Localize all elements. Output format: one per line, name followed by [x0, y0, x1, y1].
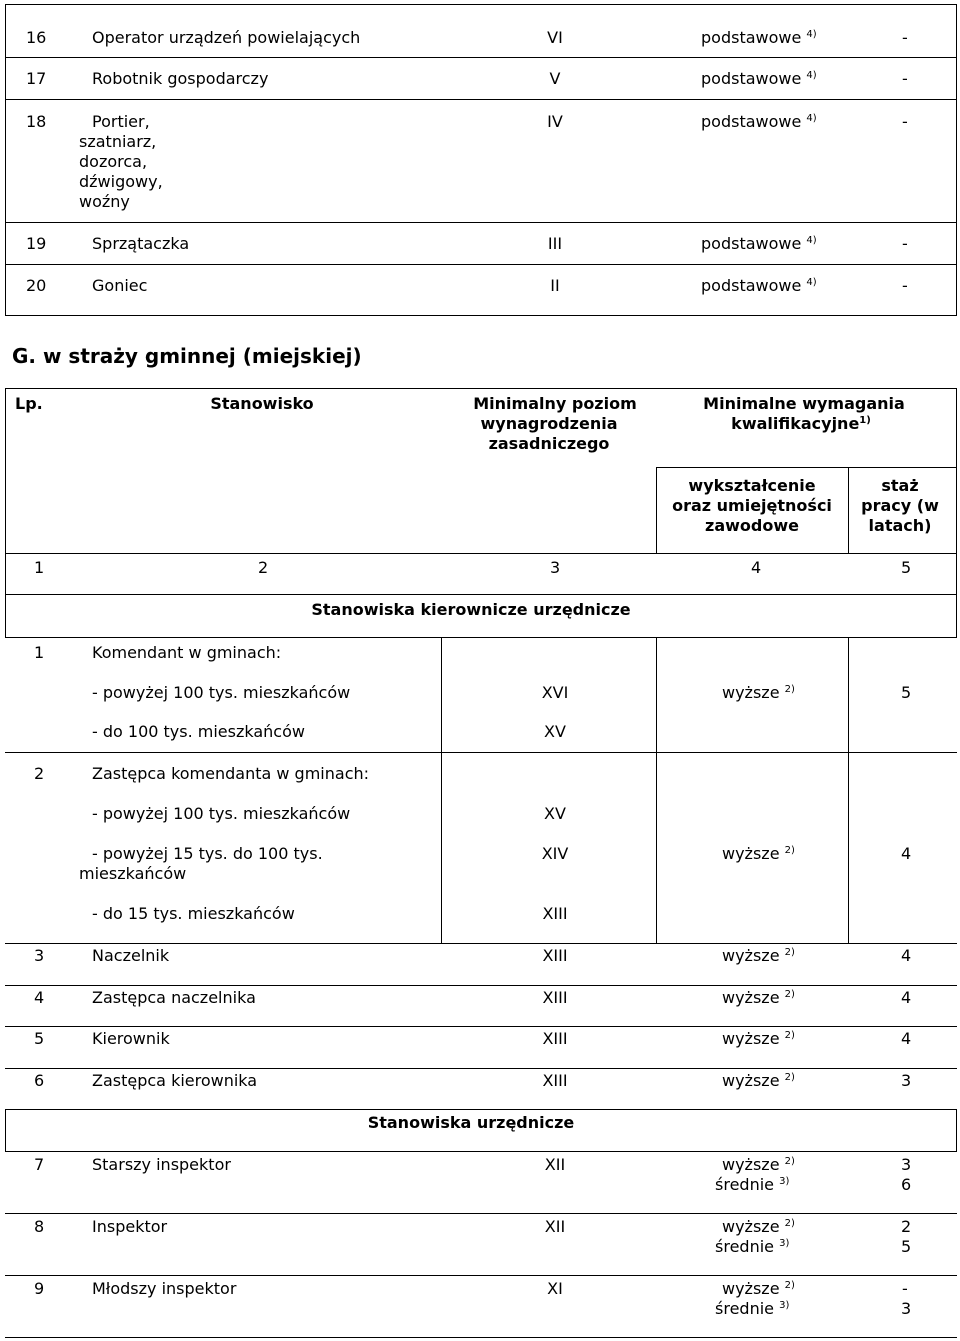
- table-cell-grade: XIII: [542, 988, 568, 1007]
- table-cell-staz: -: [902, 234, 908, 253]
- column-number: 2: [258, 558, 269, 577]
- table-cell-lp: 3: [34, 946, 45, 965]
- table-cell-name: Komendant w gminach:: [92, 643, 282, 662]
- table-cell-grade: VI: [547, 28, 563, 47]
- table2-border: [5, 594, 957, 595]
- header-wyksztalcenie: wykształcenie: [688, 476, 816, 495]
- table2-border: [5, 1109, 957, 1110]
- table-cell-name: Zastępca komendanta w gminach:: [92, 764, 370, 783]
- table2-border: [441, 752, 442, 944]
- table-cell-grade: XIV: [541, 844, 569, 863]
- column-number: 3: [550, 558, 561, 577]
- table-cell-edu: średnie $^{3)}$: [715, 1299, 790, 1318]
- table-cell-edu: podstawowe $^{4)}$: [701, 28, 817, 47]
- header-staz: staż: [881, 476, 919, 495]
- table2-border: [5, 1109, 6, 1152]
- table-cell-grade: XII: [544, 1217, 566, 1236]
- table2-border: [5, 594, 6, 638]
- table2-border: [5, 388, 6, 596]
- table-cell-name: dźwigowy,: [79, 172, 163, 191]
- table-cell-staz: -: [902, 28, 908, 47]
- header-min-poziom: wynagrodzenia: [480, 414, 618, 433]
- table-cell-grade: XIII: [542, 1029, 568, 1048]
- column-number: 1: [34, 558, 45, 577]
- header-staz: pracy (w: [861, 496, 939, 515]
- table2-border: [656, 467, 657, 554]
- table-cell-grade: XII: [544, 1155, 566, 1174]
- table-cell-grade: XV: [544, 804, 566, 823]
- table-cell-staz: 4: [901, 946, 912, 965]
- table-cell-edu: podstawowe $^{4)}$: [701, 69, 817, 88]
- table1-border: [5, 99, 957, 100]
- table2-border: [441, 637, 442, 753]
- header-stanowisko: Stanowisko: [210, 394, 314, 413]
- table-cell-lp: 4: [34, 988, 45, 1007]
- header-wyksztalcenie: zawodowe: [705, 516, 799, 535]
- table-cell-name: Naczelnik: [92, 946, 170, 965]
- table-cell-lp: 20: [26, 276, 47, 295]
- table-cell-edu: podstawowe $^{4)}$: [701, 276, 817, 295]
- table-cell-grade: III: [547, 234, 563, 253]
- table-cell-grade: V: [549, 69, 561, 88]
- table-cell-staz: 4: [901, 1029, 912, 1048]
- table-cell-edu: wyższe $^{2)}$: [722, 683, 795, 702]
- table-cell-grade: XIII: [542, 946, 568, 965]
- table-cell-staz: 3: [901, 1155, 912, 1174]
- table-cell-staz: -: [902, 69, 908, 88]
- table-cell-lp: 18: [26, 112, 47, 131]
- table-cell-name: - do 100 tys. mieszkańców: [92, 722, 305, 741]
- table1-border: [5, 4, 957, 5]
- table-cell-edu: podstawowe $^{4)}$: [701, 112, 817, 131]
- table2-border: [656, 637, 657, 753]
- table-cell-lp: 9: [34, 1279, 45, 1298]
- header-min-wymagania: kwalifikacyjne$^{1)}$: [731, 414, 871, 433]
- table-cell-edu: wyższe $^{2)}$: [722, 1155, 795, 1174]
- table2-border: [5, 637, 957, 638]
- table-cell-grade: II: [550, 276, 560, 295]
- table1-border: [5, 222, 957, 223]
- table-cell-name: - powyżej 15 tys. do 100 tys.: [92, 844, 323, 863]
- table2-border: [5, 1151, 957, 1152]
- column-number: 4: [751, 558, 762, 577]
- table-cell-lp: 7: [34, 1155, 45, 1174]
- table2-border: [5, 1068, 957, 1069]
- table-cell-name: Portier,: [92, 112, 150, 131]
- table-cell-staz: -: [902, 276, 908, 295]
- table2-border: [5, 1213, 957, 1214]
- group-heading: Stanowiska urzędnicze: [367, 1113, 575, 1132]
- table-cell-lp: 1: [34, 643, 45, 662]
- table2-border: [5, 1337, 957, 1338]
- table-cell-name: Inspektor: [92, 1217, 168, 1236]
- table-cell-name: Młodszy inspektor: [92, 1279, 237, 1298]
- table-cell-lp: 5: [34, 1029, 45, 1048]
- table-cell-name: Kierownik: [92, 1029, 170, 1048]
- table-cell-name: Robotnik gospodarczy: [92, 69, 269, 88]
- table-cell-edu: wyższe $^{2)}$: [722, 1071, 795, 1090]
- table-cell-staz: 3: [901, 1299, 912, 1318]
- table-cell-lp: 16: [26, 28, 47, 47]
- table-cell-staz: 3: [901, 1071, 912, 1090]
- header-min-poziom: zasadniczego: [488, 434, 610, 453]
- table-cell-edu: podstawowe $^{4)}$: [701, 234, 817, 253]
- table-cell-grade: XVI: [541, 683, 569, 702]
- table2-border: [5, 943, 957, 944]
- table2-border: [5, 985, 957, 986]
- table2-border: [956, 594, 957, 638]
- table1-border: [5, 315, 957, 316]
- header-min-wymagania: Minimalne wymagania: [703, 394, 905, 413]
- table-cell-name: Goniec: [92, 276, 148, 295]
- table-cell-name: Zastępca naczelnika: [92, 988, 256, 1007]
- table-cell-grade: XI: [547, 1279, 563, 1298]
- table-cell-edu: wyższe $^{2)}$: [722, 988, 795, 1007]
- table-cell-edu: średnie $^{3)}$: [715, 1237, 790, 1256]
- table1-border: [956, 4, 957, 316]
- table2-border: [656, 467, 957, 468]
- header-wyksztalcenie: oraz umiejętności: [672, 496, 832, 515]
- header-min-poziom: Minimalny poziom: [473, 394, 637, 413]
- group-heading: Stanowiska kierownicze urzędnicze: [311, 600, 631, 619]
- column-number: 5: [901, 558, 912, 577]
- table-cell-lp: 8: [34, 1217, 45, 1236]
- table2-border: [848, 752, 849, 944]
- table-cell-staz: 4: [901, 988, 912, 1007]
- table-cell-name: Zastępca kierownika: [92, 1071, 258, 1090]
- table-cell-edu: średnie $^{3)}$: [715, 1175, 790, 1194]
- table2-border: [956, 388, 957, 596]
- table2-border: [5, 1275, 957, 1276]
- table1-border: [5, 57, 957, 58]
- header-lp: Lp.: [15, 394, 43, 413]
- table2-border: [5, 752, 957, 753]
- table-cell-edu: wyższe $^{2)}$: [722, 844, 795, 863]
- table-cell-staz: 5: [901, 683, 912, 702]
- table2-border: [956, 1109, 957, 1152]
- table-cell-name: Operator urządzeń powielających: [92, 28, 361, 47]
- table-cell-grade: XIII: [542, 1071, 568, 1090]
- header-staz: latach): [868, 516, 932, 535]
- table2-border: [5, 553, 957, 554]
- table-cell-name: dozorca,: [79, 152, 148, 171]
- table2-border: [848, 637, 849, 753]
- table2-border: [5, 388, 957, 389]
- table-cell-name: - do 15 tys. mieszkańców: [92, 904, 295, 923]
- table-cell-name: Sprzątaczka: [92, 234, 190, 253]
- table-cell-grade: IV: [547, 112, 563, 131]
- table-cell-staz: 5: [901, 1237, 912, 1256]
- table-cell-lp: 19: [26, 234, 47, 253]
- table-cell-staz: -: [902, 1279, 908, 1298]
- table-cell-name: - powyżej 100 tys. mieszkańców: [92, 683, 351, 702]
- table1-border: [5, 4, 6, 316]
- table2-border: [5, 1026, 957, 1027]
- table-cell-staz: 4: [901, 844, 912, 863]
- table-cell-name: - powyżej 100 tys. mieszkańców: [92, 804, 351, 823]
- table-cell-staz: 6: [901, 1175, 912, 1194]
- table-cell-edu: wyższe $^{2)}$: [722, 1029, 795, 1048]
- table1-border: [5, 264, 957, 265]
- table-cell-edu: wyższe $^{2)}$: [722, 946, 795, 965]
- table-cell-name: szatniarz,: [79, 132, 157, 151]
- table-cell-name: woźny: [79, 192, 130, 211]
- table2-border: [848, 467, 849, 554]
- table-cell-lp: 2: [34, 764, 45, 783]
- table-cell-staz: 2: [901, 1217, 912, 1236]
- section-title: G. w straży gminnej (miejskiej): [12, 344, 362, 368]
- table2-border: [656, 752, 657, 944]
- table-cell-name: Starszy inspektor: [92, 1155, 231, 1174]
- table-cell-lp: 6: [34, 1071, 45, 1090]
- table-cell-lp: 17: [26, 69, 47, 88]
- table-cell-edu: wyższe $^{2)}$: [722, 1217, 795, 1236]
- table-cell-staz: -: [902, 112, 908, 131]
- table-cell-name: mieszkańców: [79, 864, 187, 883]
- table-cell-grade: XIII: [542, 904, 568, 923]
- table-cell-edu: wyższe $^{2)}$: [722, 1279, 795, 1298]
- table-cell-grade: XV: [544, 722, 566, 741]
